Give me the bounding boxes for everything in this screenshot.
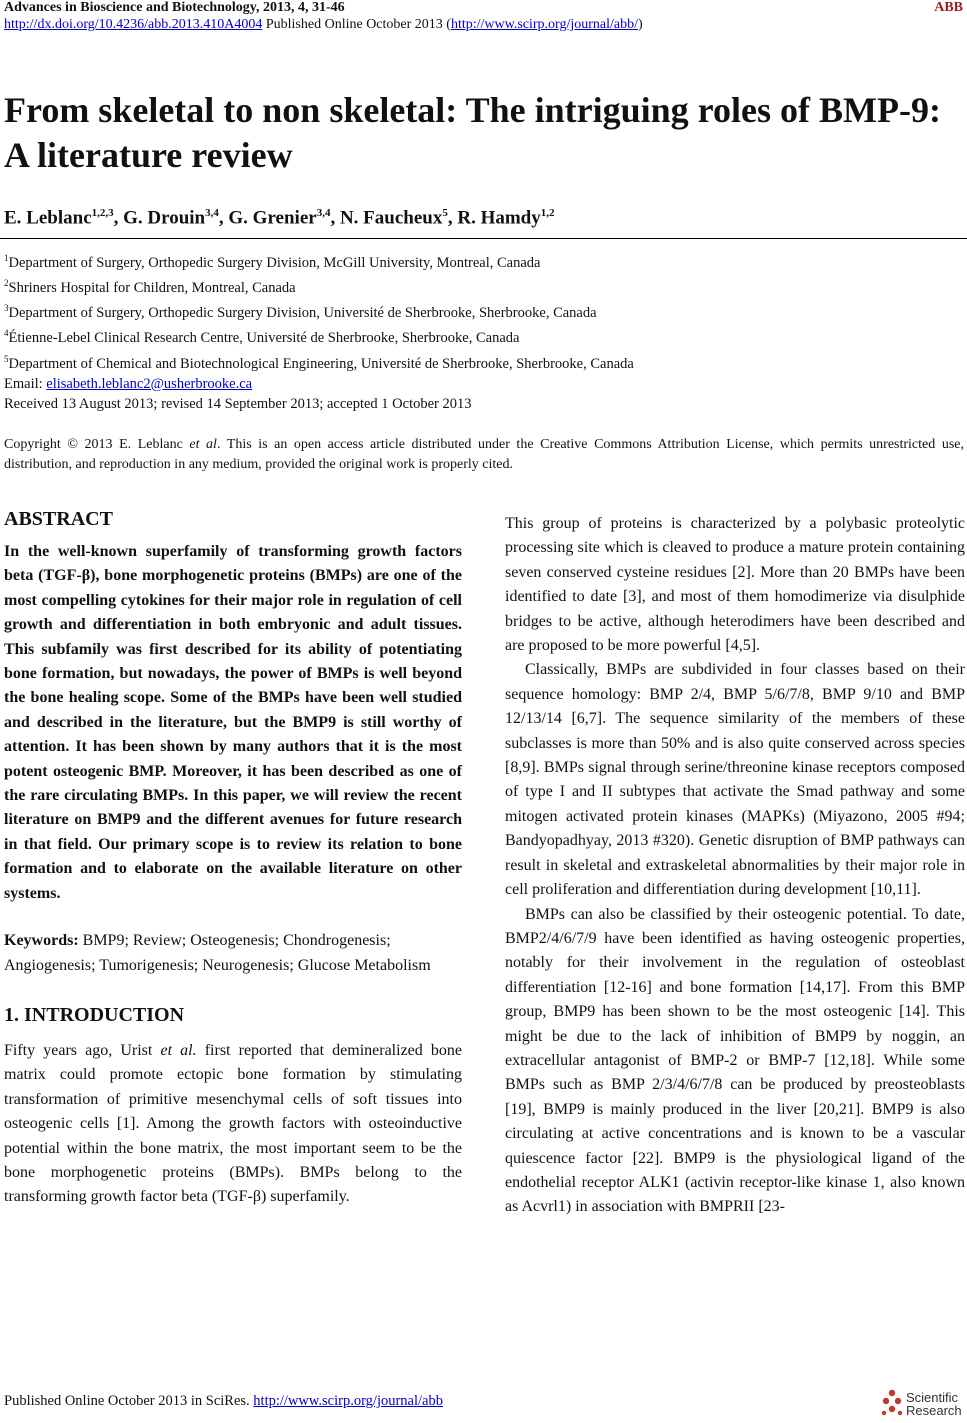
journal-url-link[interactable]: http://www.scirp.org/journal/abb/ [450,17,638,32]
logo-wordmark [906,1391,962,1417]
author-affil: 1,2 [540,207,555,219]
copyright-text-rest: . This is an open access article distributed under the Creative Commons Attribution License, which permits unrestricted use, distribution, and reproduction in any medium, provided the original work is properly cited. [4,437,964,472]
body-paragraph: BMPs can also be classified by their osteogenic potential. To date, BMP2/4/6/7/9 have been identified as having osteogenic properties, notably for their involvement in the regulation of osteoblast differentiation [12-16] and bone formation [14,17]. From this BMP group, BMP9 has been shown to be the most osteogenic [14]. This might be due to the lack of inhibition of BMP9 by noggin, an extracellular antagonist of BMP-2 or BMP-7 [12,18]. While some BMPs such as BMP 2/3/4/6/7/8 can be produced by preosteoblasts [19], BMP9 is mainly produced in the liver [20,21]. BMP9 is also circulating at active concentrations and is known to be a vascular quiescence factor [22]. BMP9 is the physiological ligand of the endothelial receptor ALK1 (activin receptor-like kinase 1, also known as Acvrl1) in association with BMPRII [23- [505,905,965,1216]
header-divider [0,238,967,239]
affiliation-number: 4 [4,328,9,339]
affiliation [4,349,634,374]
left-column [4,508,462,1210]
keywords [4,929,462,978]
author-affil: 3,4 [316,207,331,219]
footer-journal-link[interactable]: http://www.scirp.org/journal/abb [253,1393,443,1409]
paper-title: From skeletal to non skeletal: The intriguing roles of BMP-9: A literature review [4,90,941,175]
journal-citation: Advances in Bioscience and Biotechnology, 2013, 4, 31-46 [4,0,345,15]
intro-etal: et al. [160,1041,197,1059]
copyright-text: Copyright © 2013 E. Leblanc [4,437,190,452]
copyright-notice [4,435,964,475]
received-dates: Received 13 August 2013; revised 14 September 2013; accepted 1 October 2013 [4,396,472,412]
author-affil: 3,4 [205,207,219,219]
abstract-heading: ABSTRACT [4,508,113,530]
author-affil: 5 [442,207,448,219]
introduction-heading: 1. INTRODUCTION [4,1003,185,1026]
copyright-etal: et al [189,437,217,452]
author-sep: , [447,207,458,229]
affiliation-number: 3 [4,303,9,314]
body-paragraph: Classically, BMPs are subdivided in four classes based on their sequence homology: BMP 2/4, BMP 5/6/7/8, BMP 9/10 and BMP 12/13/14 [6,7]. The sequence similarity of the members of these subclasses is more than 50% and is also quite conserved across species [8,9]. BMPs signal through serine/threonine kinase receptors composed of type I and II subtypes that activate the Smad pathway and some mitogen activated protein kinases (MAPKs) (Miyazono, 2005 #94; Bandyopadhyay, 2013 #320). Genetic disruption of BMP pathways can result in skeletal and extraskeletal abnormalities by their major role in cell proliferation and differentiation during development [10,11]. [505,661,965,899]
doi-close-paren: ) [637,17,643,32]
publisher-logo [880,1388,966,1420]
email-label: Email: [4,375,47,392]
author-sep: , [113,207,124,229]
abstract-text: In the well-known superfamily of transforming growth factors beta (TGF-β), bone morphogenetic proteins (BMPs) are one of the most compelling cytokines for their major role in regulation of cell growth and differentiation in both embryonic and adult tissues. This subfamily was first described for its ability of potentiating bone formation, but nowadays, the power of BMPs is well beyond the bone healing scope. Some of the BMPs have been well studied and described in the literature, but the BMP9 is still worthy of attention. It has been shown by many authors that it is the most potent osteogenic BMP. Moreover, it has been described as one of the rare circulating BMPs. In this paper, we will review the recent literature on BMP9 and the different avenues for future research in that field. Our primary scope is to review its relation to bone formation and to elaborate on the available literature on other systems. [4,543,462,902]
affiliation-number: 2 [4,278,9,289]
journal-abbrev: ABB [934,0,963,15]
author-name: G. Drouin [123,207,206,229]
email-link[interactable]: elisabeth.leblanc2@usherbrooke.ca [46,375,253,392]
author-affil: 1,2,3 [91,207,114,219]
affiliation-text: Shriners Hospital for Children, Montreal, Canada [8,279,296,296]
author-list [4,207,555,229]
affiliations [4,248,634,394]
affiliation-number: 1 [4,253,9,263]
keywords-label: Keywords: [4,932,79,950]
affiliation-text: Department of Surgery, Orthopedic Surgery Division, McGill University, Montreal, Canada [8,254,541,271]
author-sep: , [218,207,229,229]
scientific-research-logo-icon [880,1388,904,1418]
intro-text-rest: first reported that demineralized bone matrix could promote ectopic bone formation by stimulating transformation of primitive mesenchymal cells of soft tissues into osteogenic cells [1]. Among the growth factors with osteoinductive potential within the bone matrix, the most important seem to be the bone morphogenetic proteins (BMPs). BMPs belong to the transforming growth factor beta (TGF-β) superfamily. [4,1041,462,1206]
author-name: E. Leblanc [4,207,92,229]
affiliation-text: Étienne-Lebel Clinical Research Centre, Université de Sherbrooke, Sherbrooke, Canada [8,330,520,347]
email-line [4,374,634,394]
affiliation [4,248,634,273]
affiliation-text: Department of Surgery, Orthopedic Surgery Division, Université de Sherbrooke, Sherbrooke, Canada [8,305,597,322]
body-paragraph: This group of proteins is characterized by a polybasic proteolytic processing site which is cleaved to produce a mature protein containing seven conserved cysteine residues [2]. More than 20 BMPs have been identified to date [3], and most of them homodimerize via disulphide bridges to be active, although heterodimers have been described and are proposed to be more powerful [4,5]. [505,515,965,655]
author-name: R. Hamdy [457,207,541,229]
affiliation-number: 5 [4,353,9,364]
doi-link[interactable]: http://dx.doi.org/10.4236/abb.2013.410A4004 [4,17,263,32]
keywords-list: BMP9; Review; Osteogenesis; Chondrogenesis; Angiogenesis; Tumorigenesis; Neurogenesis; Glucose Metabolism [4,932,431,974]
affiliation [4,323,634,348]
affiliation [4,273,634,298]
published-online-label: Published Online October 2013 ( [262,17,451,32]
right-column [505,512,965,1220]
author-name: G. Grenier [228,207,317,229]
doi-line [4,17,643,33]
author-sep: , [330,207,340,229]
logo-line-2: Research [906,1403,962,1418]
intro-text: Fifty years ago, Urist [4,1041,161,1059]
intro-paragraph [4,1039,462,1210]
logo-line-1: Scientific [906,1390,959,1405]
footer-text: Published Online October 2013 in SciRes. [4,1393,254,1409]
affiliation [4,298,634,323]
footer-published [4,1393,443,1410]
affiliation-text: Department of Chemical and Biotechnological Engineering, Université de Sherbrooke, Sherbrooke, Canada [8,355,634,372]
author-name: N. Faucheux [339,207,443,229]
